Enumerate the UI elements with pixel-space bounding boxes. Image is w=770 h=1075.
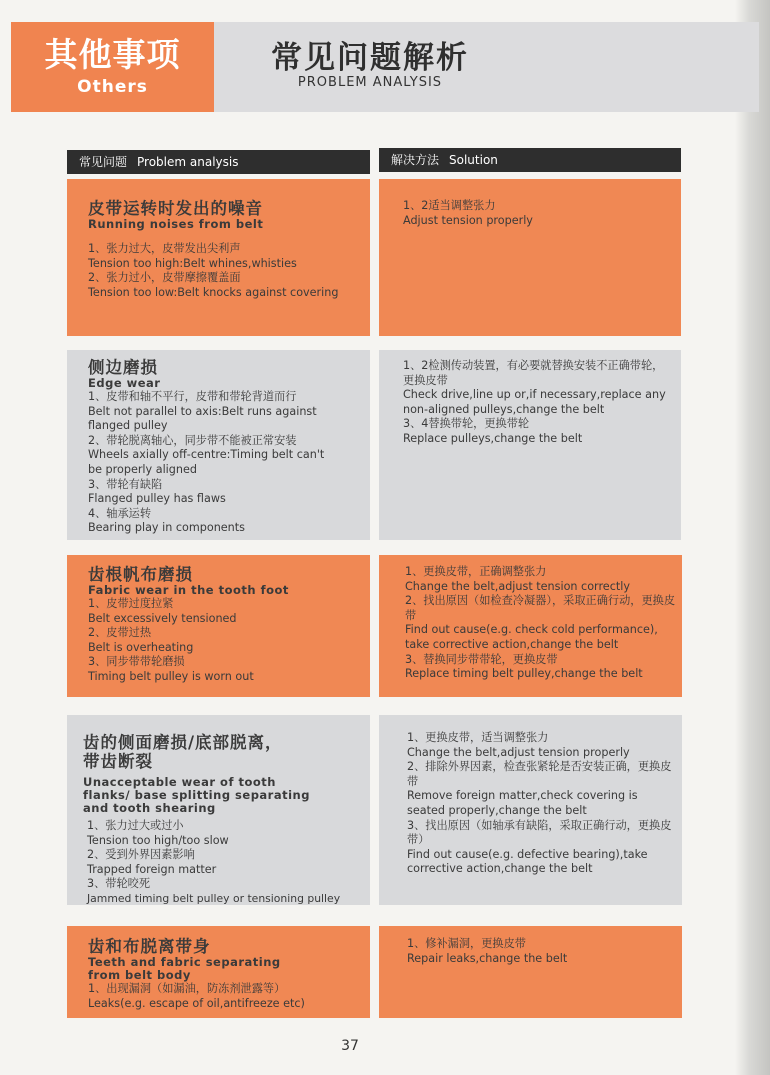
problem-line: 3、同步带带轮磨损 (88, 655, 185, 669)
page-gutter (735, 0, 770, 1075)
problem-line: 2、带轮脱离轴心，同步带不能被正常安装 (88, 433, 297, 447)
solution-line: 3、替换同步带带轮，更换皮带 (405, 652, 558, 666)
problem-line: Belt is overheating (88, 640, 194, 654)
problem-cell (67, 350, 370, 540)
problem-title-cn: 齿根帆布磨损 (88, 565, 193, 584)
problem-line: 4、轴承运转 (88, 506, 152, 520)
solution-cell (379, 179, 681, 336)
solution-header-cn: 解决方法 (391, 153, 440, 167)
solution-line: Adjust tension properly (403, 213, 533, 227)
solution-line: Replace timing belt pulley,change the belt (405, 667, 643, 681)
problem-title-cn: 齿的侧面磨损/底部脱离， (83, 733, 283, 752)
solution-line: Remove foreign matter,check covering is seated properly,change the belt (407, 789, 638, 817)
problem-cell (67, 715, 370, 905)
problem-line: Leaks(e.g. escape of oil,antifreeze etc) (88, 996, 305, 1010)
problem-cell (67, 179, 370, 336)
solution-line: 1、2检测传动装置，有必要就替换安装不正确带轮，更换皮带 (403, 359, 664, 387)
solution-line: 3、找出原因（如轴承有缺陷，采取正确行动，更换皮带） (407, 818, 672, 847)
problem-header-en: Problem analysis (137, 155, 239, 169)
solution-line: 1、更换皮带，适当调整张力 (407, 731, 549, 744)
problem-line: Bearing play in components (88, 521, 245, 535)
problem-title-cn: 侧边磨损 (88, 358, 158, 377)
problem-title-en: Running noises from belt (88, 217, 264, 231)
problem-line: 2、张力过小，皮带摩擦覆盖面 (88, 271, 241, 285)
problem-line: Timing belt pulley is worn out (88, 669, 254, 683)
solution-cell (379, 715, 682, 905)
problem-title-cn: 齿和布脱离带身 (88, 937, 211, 956)
problem-column-header (67, 150, 370, 174)
problem-line: 3、带轮有缺陷 (88, 477, 163, 491)
section-title-cn: 其他事项 (44, 35, 181, 74)
problem-title-en: Fabric wear in the tooth foot (88, 583, 289, 597)
solution-line: Replace pulleys,change the belt (403, 431, 583, 445)
solution-line: Change the belt,adjust tension properly (407, 745, 630, 759)
problem-line: Belt excessively tensioned (88, 611, 237, 625)
solution-cell (379, 555, 682, 697)
solution-line: 1、修补漏洞，更换皮带 (407, 937, 526, 950)
problem-line: 1、张力过大，皮带发出尖利声 (88, 242, 241, 255)
solution-line: 3、4替换带轮，更换带轮 (403, 417, 530, 431)
problem-title-en: from belt body (88, 968, 191, 982)
problem-title-cn: 带齿断裂 (83, 752, 153, 771)
solution-cell (379, 926, 682, 1018)
problem-line: Tension too high:Belt whines,whisties (88, 256, 297, 270)
solution-line: Change the belt,adjust tension correctly (405, 579, 630, 593)
problem-line: 1、张力过大或过小 (87, 819, 184, 832)
problem-title-en: Teeth and fabric separating (88, 955, 281, 969)
solution-line: 1、2适当调整张力 (403, 199, 496, 212)
problem-header-cn: 常见问题 (79, 155, 128, 169)
solution-cell (379, 350, 681, 540)
solution-line: Check drive,line up or,if necessary,replace any non-aligned pulleys,change the belt (403, 388, 666, 416)
problem-line: Tension too high/too slow (87, 833, 229, 847)
page-title-cn: 常见问题解析 (271, 40, 469, 76)
problem-line: Trapped foreign matter (87, 862, 217, 876)
solution-line: 2、找出原因（如检查冷凝器），采取正确行动，更换皮带 (405, 594, 676, 622)
problem-line: 3、带轮咬死 (87, 877, 151, 891)
problem-line: Flanged pulley has flaws (88, 492, 226, 506)
problem-title-en: Unacceptable wear of tooth (83, 775, 276, 789)
problem-title-en: Edge wear (88, 376, 161, 390)
problem-line: Wheels axially off-centre:Timing belt can't (88, 448, 325, 462)
problem-line: be properly aligned (88, 462, 197, 476)
solution-line: 2、排除外界因素，检查张紧轮是否安装正确，更换皮带 (407, 760, 672, 788)
solution-header-en: Solution (449, 153, 498, 167)
problem-line: flanged pulley (88, 419, 168, 433)
problem-cell (67, 555, 370, 697)
solution-line: 1、更换皮带，正确调整张力 (405, 565, 547, 578)
page-number: 37 (341, 1038, 359, 1054)
problem-line: 2、皮带过热 (88, 626, 152, 640)
problem-line: Tension too low:Belt knocks against covering (88, 285, 339, 299)
problem-line: 1、皮带过度拉紧 (88, 597, 174, 610)
problem-line: 2、受到外界因素影响 (87, 848, 195, 862)
problem-cell (67, 926, 370, 1018)
solution-line: Repair leaks,change the belt (407, 951, 568, 965)
problem-title-en: and tooth shearing (83, 801, 216, 815)
problem-line: Belt not parallel to axis:Belt runs against (88, 404, 317, 418)
problem-line: 1、出现漏洞（如漏油，防冻剂泄露等） (88, 982, 286, 995)
solution-column-header (379, 148, 681, 172)
problem-title-en: flanks/ base splitting separating (83, 788, 310, 802)
solution-line: Find out cause(e.g. check cold performance), take corrective action,change the belt (405, 623, 658, 651)
problem-title-cn: 皮带运转时发出的噪音 (88, 199, 263, 218)
section-title-en: Others (77, 77, 148, 97)
problem-line: Jammed timing belt pulley or tensioning pulley (87, 891, 341, 905)
problem-line: 1、皮带和轴不平行，皮带和带轮背道而行 (88, 390, 297, 403)
page-title-en: PROBLEM ANALYSIS (297, 75, 443, 90)
solution-line: Find out cause(e.g. defective bearing),take corrective action,change the belt (407, 847, 648, 876)
